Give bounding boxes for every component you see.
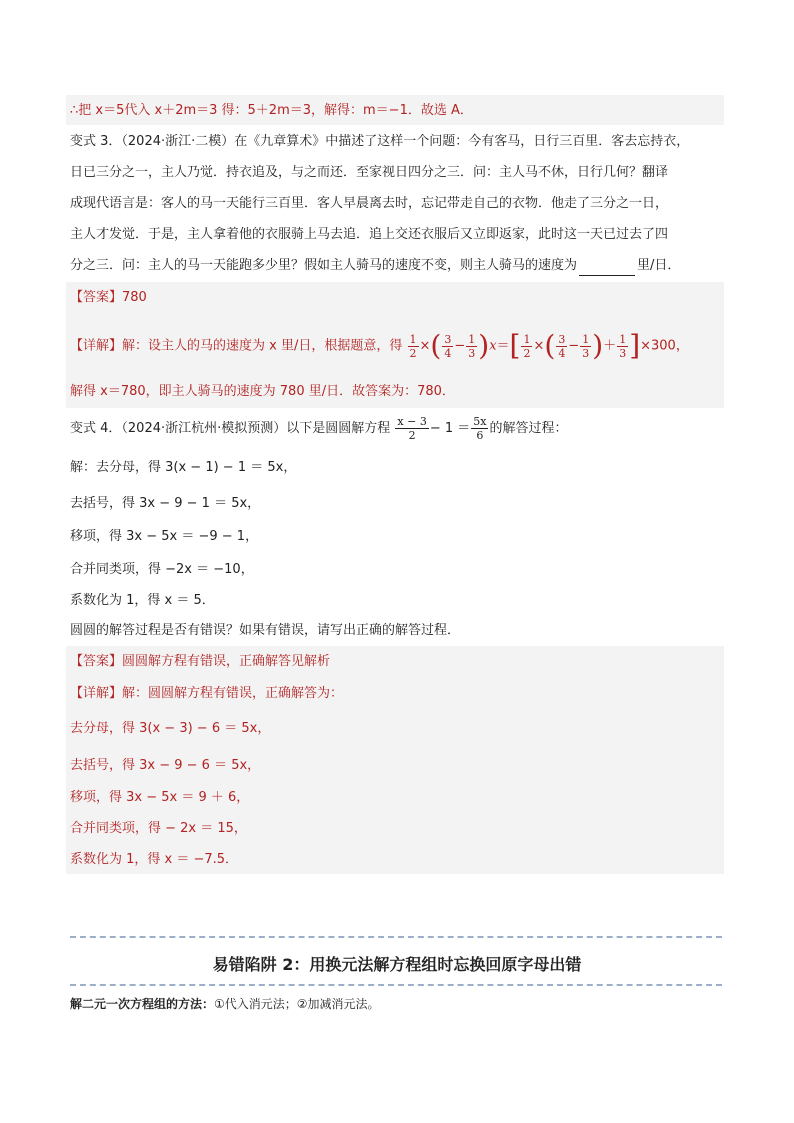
variant3-line-5 bbox=[70, 256, 724, 276]
student-step-2: 去括号，得 3x − 9 − 1 ＝ 5x， bbox=[70, 496, 261, 511]
variant4-intro-tail: 的解答过程： bbox=[489, 421, 568, 436]
answer-value-2: 圆圆解方程有错误，正确解答见解析 bbox=[122, 654, 331, 669]
answer-tag: 【答案】 bbox=[70, 290, 123, 305]
fraction-three-quarters: $\frac{3}{4}$ bbox=[444, 332, 452, 360]
variant3-answer bbox=[70, 288, 724, 308]
fraction-third: $\frac{1}{3}$ bbox=[468, 332, 476, 360]
section-heading: 易错陷阱 2：用换元法解方程组时忘换回原字母出错 bbox=[212, 955, 582, 974]
detail-tag-2: 【详解】 bbox=[70, 686, 123, 701]
fraction-half: $\frac{1}{2}$ bbox=[409, 332, 417, 360]
method-line bbox=[70, 995, 380, 1012]
minus-sign-2: − bbox=[568, 338, 580, 354]
answer-tag-2: 【答案】 bbox=[70, 654, 123, 669]
minus-sign: − bbox=[454, 338, 466, 354]
section-divider-top bbox=[70, 936, 722, 938]
student-step-3: 移项，得 3x − 5x ＝ −9 − 1， bbox=[70, 529, 259, 544]
method-text: ①代入消元法；②加减消元法。 bbox=[214, 997, 380, 1011]
variant3-detail: 【详解】解：设主人的马的速度为 x 里/日，根据题意，得 $\frac{1}{2}$ ×( $\frac{3}{4}$ − $\frac{1}{3}$ )x＝[ $\frac{1}{2}$ ×( $\frac{3}{4}$ − $\frac{1}{3}$ )＋ $\frac{1}{3}$ ]×300， bbox=[70, 329, 689, 362]
variant4-intro-text: 变式 4．（2024·浙江杭州·模拟预测）以下是圆圆解方程 bbox=[70, 421, 391, 436]
student-step-4: 合并同类项，得 −2x ＝ −10， bbox=[70, 562, 254, 577]
correct-step-2: 去括号，得 3x − 9 − 6 ＝ 5x， bbox=[70, 758, 261, 773]
times-sign: × bbox=[419, 338, 431, 354]
plus-sign: ＋ bbox=[603, 338, 617, 354]
correct-step-4: 合并同类项，得 − 2x ＝ 15， bbox=[70, 821, 247, 836]
variant3-line-2: 日已三分之一，主人乃觉．持衣追及，与之而还．至家视日四分之三．问：主人马不休，日行几何？翻译 bbox=[70, 165, 669, 180]
section-divider-bottom bbox=[70, 984, 722, 986]
student-step-1: 解：去分母，得 3(x − 1) − 1 ＝ 5x， bbox=[70, 460, 297, 475]
correct-step-3: 移项，得 3x − 5x ＝ 9 ＋ 6， bbox=[70, 790, 250, 805]
variant3-result: 解得 x＝780，即主人骑马的速度为 780 里/日．故答案为：780． bbox=[70, 384, 455, 399]
detail-text-2: 解：圆圆解方程有错误，正确解答为： bbox=[122, 686, 344, 701]
answer-blank bbox=[579, 261, 635, 276]
fraction-x-minus-3-over-2: $\frac{x - 3}{2}$ bbox=[397, 415, 427, 442]
fraction-third-2: $\frac{1}{3}$ bbox=[582, 332, 590, 360]
fraction-three-quarters-2: $\frac{3}{4}$ bbox=[558, 332, 566, 360]
times-sign-2: × bbox=[533, 338, 545, 354]
prev-solution-line: ∴把 x＝5代入 x＋2m＝3 得：5＋2m＝3，解得：m＝−1．故选 A． bbox=[70, 103, 473, 118]
variant3-line-1: 变式 3．（2024·浙江·二模）在《九章算术》中描述了这样一个问题：今有客马，日行三百里．客去忘持衣， bbox=[70, 134, 690, 149]
variant4-detail bbox=[70, 684, 724, 704]
variant4-answer bbox=[70, 652, 724, 672]
detail-tag: 【详解】 bbox=[70, 338, 123, 354]
equation-middle: − 1 ＝ bbox=[429, 421, 471, 436]
correct-step-1: 去分母，得 3(x − 3) − 6 ＝ 5x， bbox=[70, 721, 271, 736]
method-label: 解二元一次方程组的方法： bbox=[70, 997, 215, 1011]
variant3-line-5-unit: 里/日． bbox=[637, 258, 681, 273]
variant3-line-4: 主人才发觉．于是，主人拿着他的衣服骑上马去追．追上交还衣服后又立即返家，此时这一天已过去了四 bbox=[70, 227, 669, 242]
student-step-5: 系数化为 1，得 x ＝ 5． bbox=[70, 593, 215, 608]
variant3-line-5-text: 分之三．问：主人的马一天能跑多少里？假如主人骑马的速度不变，则主人骑马的速度为 bbox=[70, 258, 578, 273]
fraction-third-3: $\frac{1}{3}$ bbox=[619, 332, 627, 360]
variant4-question: 圆圆的解答过程是否有错误？如果有错误，请写出正确的解答过程． bbox=[70, 623, 461, 638]
fraction-half-2: $\frac{1}{2}$ bbox=[523, 332, 531, 360]
variant3-line-3: 成现代语言是：客人的马一天能行三百里．客人早晨离去时，忘记带走自己的衣物．他走了三分之一日， bbox=[70, 196, 669, 211]
answer-value: 780 bbox=[122, 290, 147, 305]
fraction-5x-over-6: $\frac{5x}{6}$ bbox=[473, 415, 487, 442]
variant4-intro bbox=[70, 412, 724, 446]
correct-step-5: 系数化为 1，得 x ＝ −7.5． bbox=[70, 852, 239, 867]
equation-tail: ×300， bbox=[640, 338, 689, 354]
detail-text: 解：设主人的马的速度为 x 里/日，根据题意，得 bbox=[122, 338, 403, 354]
equals-sign: ＝ bbox=[496, 338, 510, 354]
var-x: x bbox=[489, 338, 497, 354]
